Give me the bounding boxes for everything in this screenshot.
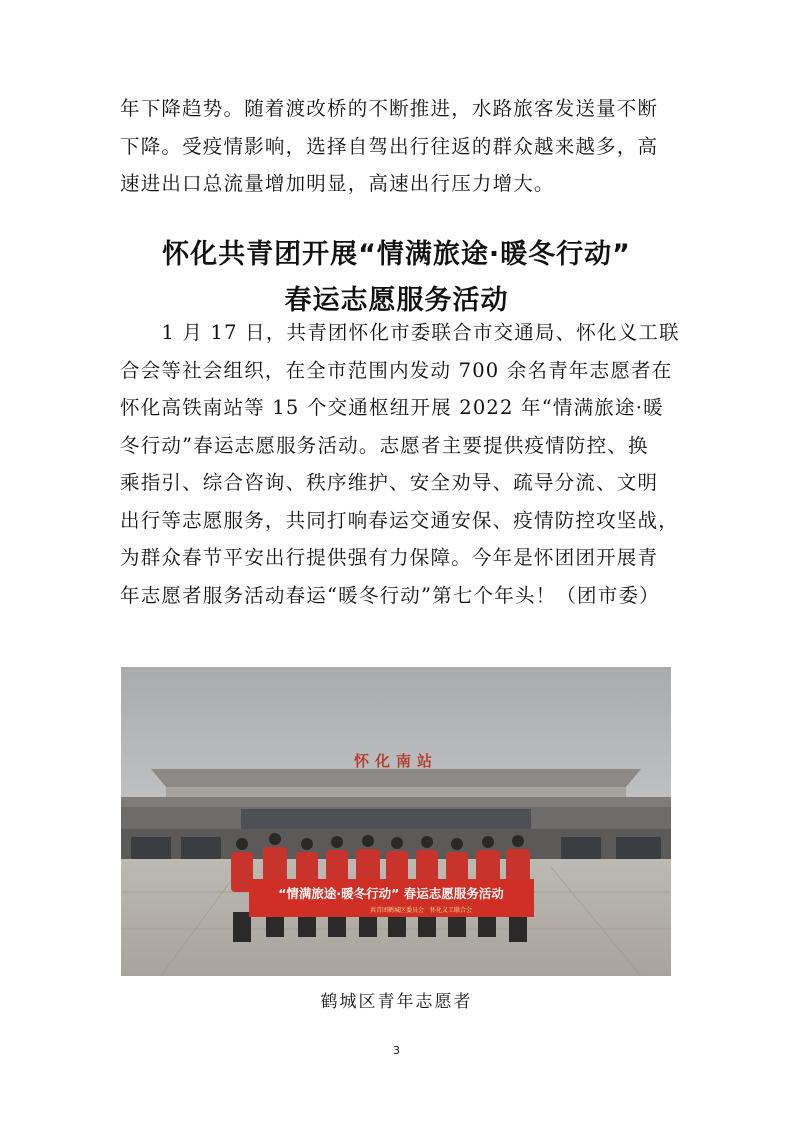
station-volunteers-photo bbox=[121, 667, 671, 976]
text-line: 年志愿者服务活动春运“暖冬行动”第七个年头！（团市委） bbox=[120, 583, 660, 607]
text-line: 下降。受疫情影响，选择自驾出行往返的群众越来越多，高 bbox=[120, 134, 659, 158]
intro-paragraph bbox=[120, 90, 680, 203]
article-title bbox=[0, 232, 793, 324]
text-line: 怀化高铁南站等 15 个交通枢纽开展 2022 年“情满旅途·暖 bbox=[120, 396, 664, 419]
text-line: 年下降趋势。随着渡改桥的不断推进，水路旅客发送量不断 bbox=[120, 97, 659, 120]
text-line: 速进出口总流量增加明显，高速出行压力增大。 bbox=[120, 172, 555, 195]
text-line: 合会等社会组织，在全市范围内发动 700 余名青年志愿者在 bbox=[120, 358, 673, 382]
text-line: 乘指引、综合咨询、秩序维护、安全劝导、疏导分流、文明 bbox=[120, 471, 659, 494]
text-line: 出行等志愿服务，共同打响春运交通安保、疫情防控攻坚战， bbox=[120, 508, 679, 532]
article-body bbox=[120, 314, 680, 614]
text-line: 1 月 17 日，共青团怀化市委联合市交通局、怀化义工联 bbox=[120, 321, 680, 344]
text-line: 冬行动”春运志愿服务活动。志愿者主要提供疫情防控、换 bbox=[120, 433, 649, 457]
page-number: 3 bbox=[393, 1044, 400, 1057]
article-title-line-2: 春运志愿服务活动 bbox=[284, 285, 509, 316]
text-line: 为群众春节平安出行提供强有力保障。今年是怀团团开展青 bbox=[120, 546, 659, 569]
banner-text: “情满旅途·暖冬行动” 春运志愿服务活动 bbox=[278, 886, 504, 901]
article-title-line-1: 怀化共青团开展“情满旅途·暖冬行动” bbox=[162, 239, 631, 270]
banner-subtext: 共青团鹤城区委员会 怀化义工联合会 bbox=[369, 907, 473, 914]
activity-banner bbox=[249, 879, 534, 917]
station-sign: 怀化南站 bbox=[353, 752, 439, 770]
photo-caption: 鹤城区青年志愿者 bbox=[320, 992, 473, 1012]
